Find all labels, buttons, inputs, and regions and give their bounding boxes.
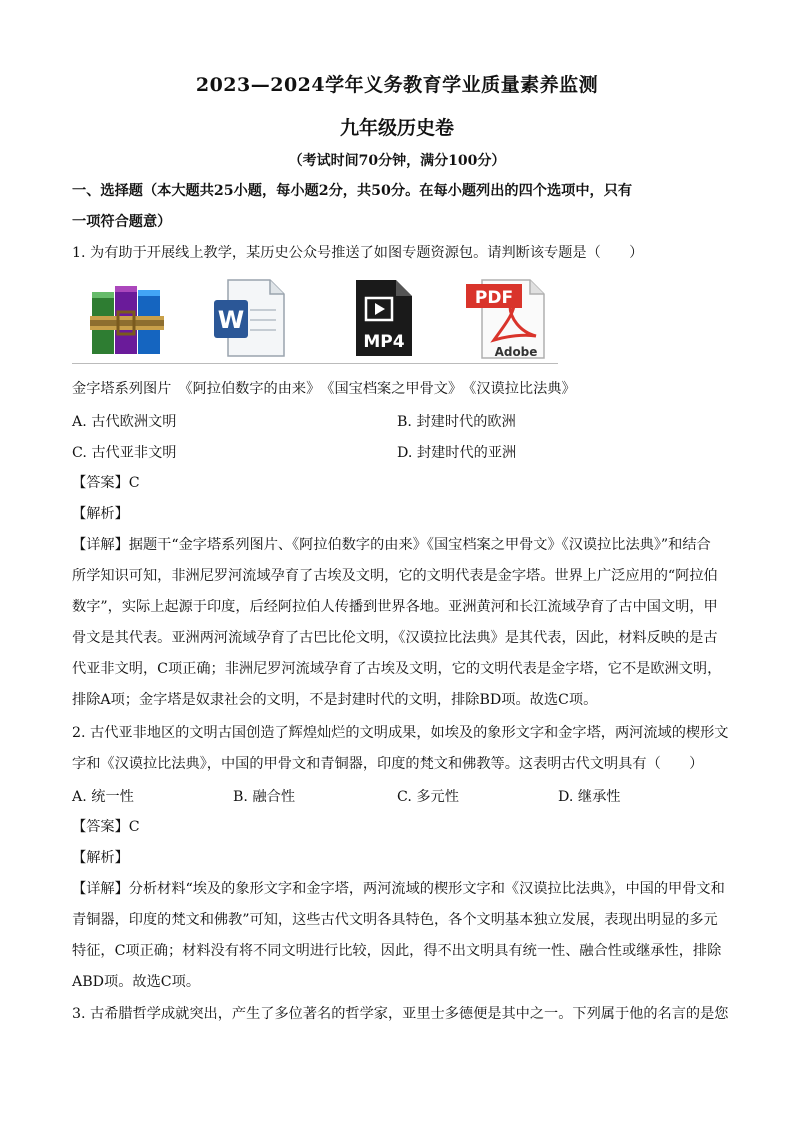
- question-1-stem: 1. 为有助于开展线上教学，某历史公众号推送了如图专题资源包。请判断该专题是（ ）: [72, 245, 644, 261]
- q1-answer: 【答案】C: [72, 475, 140, 491]
- winrar-icon: [88, 276, 166, 360]
- q1-detail-line: 【详解】据题干“金字塔系列图片、《阿拉伯数字的由来》《国宝档案之甲骨文》《汉谟拉比法典》”和结合: [72, 537, 711, 553]
- section-heading-cont: 一项符合题意）: [72, 214, 172, 230]
- q1-option-c: C. 古代亚非文明: [72, 445, 177, 461]
- q2-option-c: C. 多元性: [397, 789, 459, 805]
- pdf-label: PDF: [474, 288, 514, 308]
- question-2-stem: 2. 古代亚非地区的文明古国创造了辉煌灿烂的文明成果，如埃及的象形文字和金字塔，两河流域的楔形文: [72, 725, 729, 741]
- q1-option-b: B. 封建时代的欧洲: [397, 414, 516, 430]
- resource-icons-strip: [72, 276, 558, 364]
- word-letter: W: [217, 306, 245, 334]
- q2-detail-line: 特征，C项正确；材料没有将不同文明进行比较，因此，得不出文明具有统一性、融合性或继承性，排除: [72, 943, 722, 959]
- question-3-stem: 3. 古希腊哲学成就突出，产生了多位著名的哲学家，亚里士多德便是其中之一。下列属于他的名言的是您: [72, 1006, 729, 1022]
- word-doc-icon: [210, 276, 288, 360]
- section-heading: 一、选择题（本大题共25小题，每小题2分，共50分。在每小题列出的四个选项中，只有: [72, 183, 633, 199]
- q1-option-d: D. 封建时代的亚洲: [397, 445, 517, 461]
- q1-detail-line: 骨文是其代表。亚洲两河流域孕育了古巴比伦文明，《汉谟拉比法典》是其代表，因此，材料反映的是古: [72, 630, 718, 646]
- q2-answer: 【答案】C: [72, 819, 140, 835]
- q2-detail-label: 【详解】: [72, 881, 129, 897]
- question-1-resources: 金字塔系列图片 《阿拉伯数字的由来》 《国宝档案之甲骨文》 《汉谟拉比法典》: [72, 381, 576, 397]
- q2-option-b: B. 融合性: [233, 789, 296, 805]
- q1-analysis-label: 【解析】: [72, 506, 129, 522]
- q1-detail-line: 所学知识可知，非洲尼罗河流域孕育了古埃及文明，它的文明代表是金字塔。世界上广泛应用的“阿拉伯: [72, 568, 718, 584]
- q2-detail-line: 青铜器，印度的梵文和佛教”可知，这些古代文明各具特色，各个文明基本独立发展，表现出明显的多元: [72, 912, 718, 928]
- adobe-label: Adobe: [494, 345, 538, 359]
- pdf-file-icon: [464, 276, 550, 362]
- q1-option-a: A. 古代欧洲文明: [72, 414, 177, 430]
- q2-detail-line: 【详解】分析材料“埃及的象形文字和金字塔，两河流域的楔形文字和《汉谟拉比法典》，中国的甲骨文和: [72, 881, 725, 897]
- q2-detail-line: ABD项。故选C项。: [72, 974, 201, 990]
- exam-title: 2023—2024学年义务教育学业质量素养监测: [195, 74, 599, 96]
- mp4-file-icon: [352, 276, 416, 360]
- exam-subtitle: 九年级历史卷: [339, 117, 454, 139]
- mp4-label: MP4: [363, 332, 405, 352]
- q2-option-d: D. 继承性: [558, 789, 621, 805]
- question-2-stem-cont: 字和《汉谟拉比法典》，中国的甲骨文和青铜器，印度的梵文和佛教等。这表明古代文明具有（ ）: [72, 756, 704, 772]
- q1-detail-label: 【详解】: [72, 537, 129, 553]
- icons-baseline: [72, 363, 558, 364]
- q2-analysis-label: 【解析】: [72, 850, 129, 866]
- exam-info: （考试时间70分钟，满分100分）: [288, 153, 506, 169]
- q1-detail-line: 代亚非文明，C项正确；非洲尼罗河流域孕育了古埃及文明，它的文明代表是金字塔，它不是欧洲文明，: [72, 661, 722, 677]
- q1-detail-line: 排除A项；金字塔是奴隶社会的文明，不是封建时代的文明，排除BD项。故选C项。: [72, 692, 598, 708]
- q1-detail-line: 数字”，实际上起源于印度，后经阿拉伯人传播到世界各地。亚洲黄河和长江流域孕育了古中国文明，甲: [72, 599, 718, 615]
- q2-option-a: A. 统一性: [72, 789, 134, 805]
